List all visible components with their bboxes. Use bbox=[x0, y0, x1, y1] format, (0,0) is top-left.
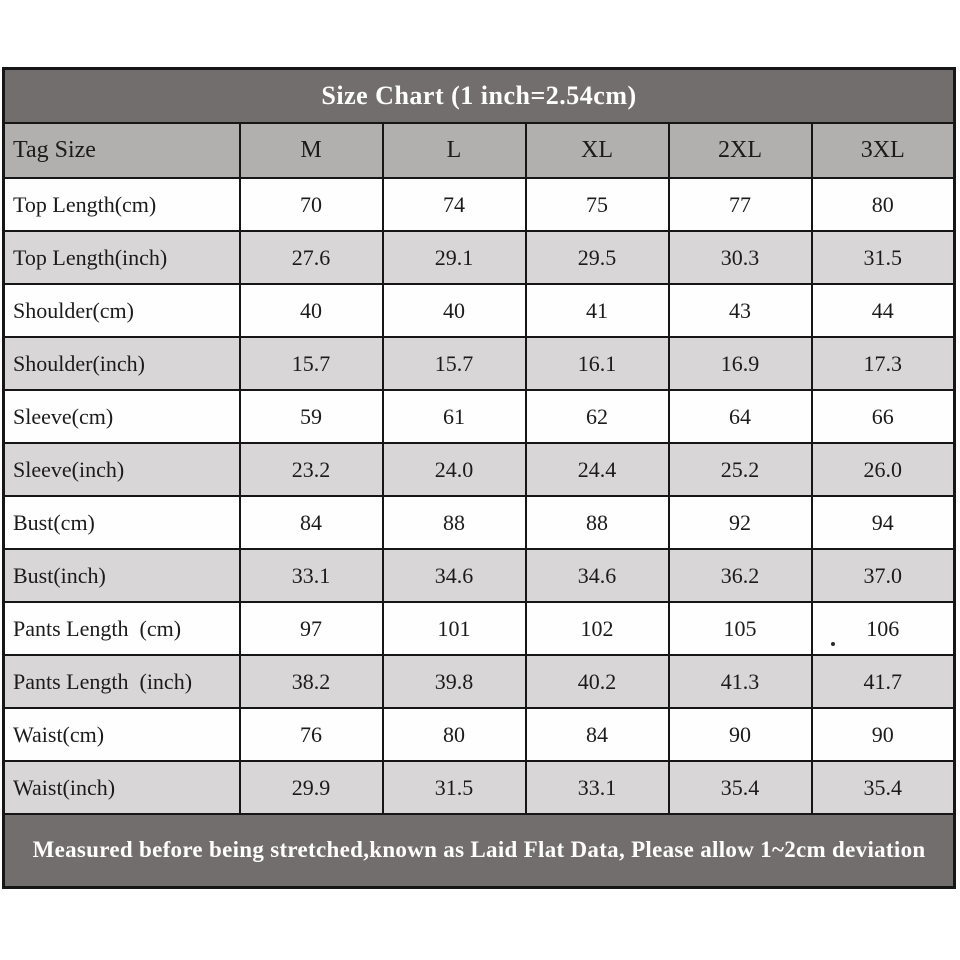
cell-value: 101 bbox=[383, 602, 526, 655]
row-label: Top Length(cm) bbox=[4, 178, 240, 231]
cell-value: 88 bbox=[526, 496, 669, 549]
cell-value: 90 bbox=[669, 708, 812, 761]
cell-value: 41.3 bbox=[669, 655, 812, 708]
row-label: Shoulder(inch) bbox=[4, 337, 240, 390]
cell-value: 105 bbox=[669, 602, 812, 655]
cell-value: 43 bbox=[669, 284, 812, 337]
cell-value: 41 bbox=[526, 284, 669, 337]
column-header-row bbox=[4, 123, 955, 178]
cell-value: 76 bbox=[240, 708, 383, 761]
cell-value: 24.0 bbox=[383, 443, 526, 496]
row-label: Waist(cm) bbox=[4, 708, 240, 761]
cell-value: 94 bbox=[812, 496, 955, 549]
column-header-3xl: 3XL bbox=[812, 123, 955, 178]
row-label: Bust(inch) bbox=[4, 549, 240, 602]
cell-value: 29.5 bbox=[526, 231, 669, 284]
table-row bbox=[4, 549, 955, 602]
cell-value: 37.0 bbox=[812, 549, 955, 602]
cell-value: 38.2 bbox=[240, 655, 383, 708]
cell-value: 24.4 bbox=[526, 443, 669, 496]
cell-value: 39.8 bbox=[383, 655, 526, 708]
cell-value: 61 bbox=[383, 390, 526, 443]
table-row bbox=[4, 496, 955, 549]
cell-value: 30.3 bbox=[669, 231, 812, 284]
column-header-2xl: 2XL bbox=[669, 123, 812, 178]
cell-value: 106 bbox=[812, 602, 955, 655]
row-label: Bust(cm) bbox=[4, 496, 240, 549]
table-row bbox=[4, 178, 955, 231]
cell-value: 25.2 bbox=[669, 443, 812, 496]
cell-value: 27.6 bbox=[240, 231, 383, 284]
column-header-tag-size: Tag Size bbox=[4, 123, 240, 178]
cell-value: 31.5 bbox=[383, 761, 526, 814]
size-chart-table bbox=[2, 67, 956, 889]
cell-value: 84 bbox=[240, 496, 383, 549]
cell-value: 34.6 bbox=[383, 549, 526, 602]
footnote-row bbox=[4, 814, 955, 888]
cell-value: 26.0 bbox=[812, 443, 955, 496]
cell-value: 15.7 bbox=[240, 337, 383, 390]
row-label: Sleeve(inch) bbox=[4, 443, 240, 496]
cell-value: 40 bbox=[240, 284, 383, 337]
cell-value: 23.2 bbox=[240, 443, 383, 496]
cell-value: 15.7 bbox=[383, 337, 526, 390]
cell-value: 102 bbox=[526, 602, 669, 655]
table-row bbox=[4, 390, 955, 443]
cell-value: 88 bbox=[383, 496, 526, 549]
cell-value: 44 bbox=[812, 284, 955, 337]
stray-dot-artifact bbox=[831, 642, 835, 646]
cell-value: 92 bbox=[669, 496, 812, 549]
cell-value: 29.1 bbox=[383, 231, 526, 284]
column-header-m: M bbox=[240, 123, 383, 178]
table-title: Size Chart (1 inch=2.54cm) bbox=[4, 69, 955, 124]
cell-value: 80 bbox=[812, 178, 955, 231]
cell-value: 35.4 bbox=[812, 761, 955, 814]
table-row bbox=[4, 443, 955, 496]
cell-value: 33.1 bbox=[526, 761, 669, 814]
table-row bbox=[4, 708, 955, 761]
cell-value: 33.1 bbox=[240, 549, 383, 602]
cell-value: 16.1 bbox=[526, 337, 669, 390]
cell-value: 97 bbox=[240, 602, 383, 655]
cell-value: 16.9 bbox=[669, 337, 812, 390]
cell-value: 74 bbox=[383, 178, 526, 231]
cell-value: 36.2 bbox=[669, 549, 812, 602]
cell-value: 62 bbox=[526, 390, 669, 443]
cell-value: 17.3 bbox=[812, 337, 955, 390]
column-header-xl: XL bbox=[526, 123, 669, 178]
cell-value: 31.5 bbox=[812, 231, 955, 284]
row-label: Shoulder(cm) bbox=[4, 284, 240, 337]
cell-value: 77 bbox=[669, 178, 812, 231]
row-label: Pants Length (cm) bbox=[4, 602, 240, 655]
table-row bbox=[4, 337, 955, 390]
cell-value: 64 bbox=[669, 390, 812, 443]
row-label: Pants Length (inch) bbox=[4, 655, 240, 708]
table-row bbox=[4, 284, 955, 337]
column-header-l: L bbox=[383, 123, 526, 178]
cell-value: 80 bbox=[383, 708, 526, 761]
title-row bbox=[4, 69, 955, 124]
cell-value: 75 bbox=[526, 178, 669, 231]
row-label: Top Length(inch) bbox=[4, 231, 240, 284]
cell-value: 84 bbox=[526, 708, 669, 761]
table-row bbox=[4, 602, 955, 655]
table-row bbox=[4, 761, 955, 814]
cell-value: 41.7 bbox=[812, 655, 955, 708]
row-label: Sleeve(cm) bbox=[4, 390, 240, 443]
cell-value: 90 bbox=[812, 708, 955, 761]
row-label: Waist(inch) bbox=[4, 761, 240, 814]
cell-value: 70 bbox=[240, 178, 383, 231]
cell-value: 35.4 bbox=[669, 761, 812, 814]
cell-value: 34.6 bbox=[526, 549, 669, 602]
cell-value: 59 bbox=[240, 390, 383, 443]
cell-value: 29.9 bbox=[240, 761, 383, 814]
cell-value: 40 bbox=[383, 284, 526, 337]
cell-value: 66 bbox=[812, 390, 955, 443]
table-row bbox=[4, 655, 955, 708]
cell-value: 40.2 bbox=[526, 655, 669, 708]
table-row bbox=[4, 231, 955, 284]
table-footnote: Measured before being stretched,known as Laid Flat Data, Please allow 1~2cm deviation bbox=[4, 814, 955, 888]
